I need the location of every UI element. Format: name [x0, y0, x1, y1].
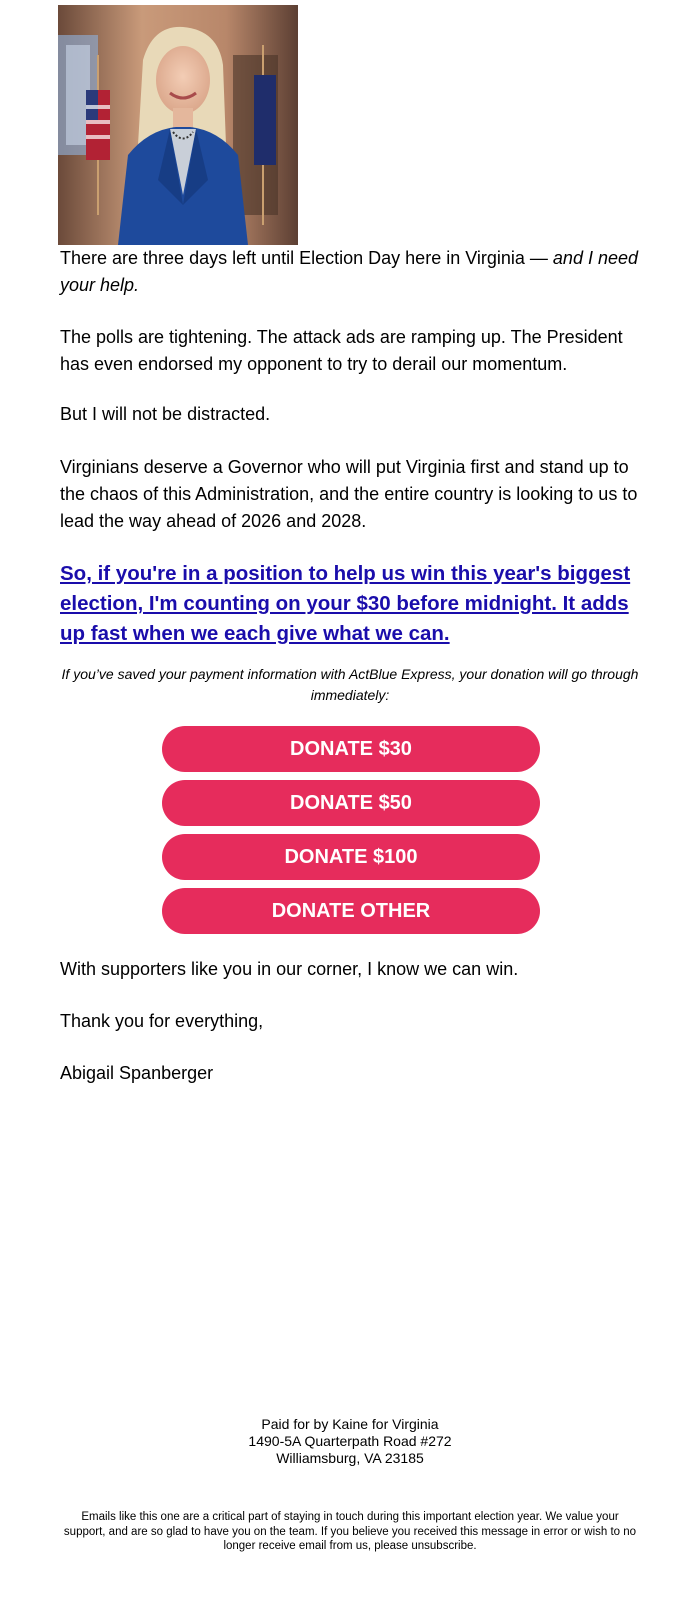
candidate-portrait-image: [58, 5, 298, 245]
virginians-paragraph: Virginians deserve a Governor who will put Virginia first and stand up to the chaos of this Administration, and the entire country is looking to us to lead the way ahead of 2026 and 2028.: [60, 457, 638, 531]
candidate-photo: [58, 5, 298, 245]
donate-100-button[interactable]: DONATE $100: [162, 834, 540, 880]
signature: Abigail Spanberger: [60, 1063, 214, 1083]
closing-paragraph: With supporters like you in our corner, I know we can win.: [60, 959, 519, 979]
polls-paragraph: The polls are tightening. The attack ads are ramping up. The President has even endorsed my opponent to try to derail our momentum.: [60, 327, 623, 374]
paid-for-by: Paid for by Kaine for Virginia: [261, 1416, 439, 1432]
intro-paragraph: [60, 245, 640, 299]
actblue-express-note: If you’ve saved your payment information with ActBlue Express, your donation will go through immediately:: [61, 666, 639, 703]
donate-50-button[interactable]: DONATE $50: [162, 780, 540, 826]
email-disclaimer: Emails like this one are a critical part of staying in touch during this important election year. We value your support, and are so glad to have you on the team. If you believe you received this message in error or wish to no longer receive email from us, please unsubscribe.: [63, 1511, 637, 1552]
intro-text: There are three days left until Election Day here in Virginia —: [60, 248, 553, 268]
footer-address-line: 1490-5A Quarterpath Road #272: [248, 1433, 452, 1449]
intro-emphasis: and I need your help.: [60, 248, 638, 295]
thank-you-paragraph: Thank you for everything,: [60, 1011, 264, 1031]
not-distracted-paragraph: But I will not be distracted.: [60, 404, 271, 424]
donate-30-button[interactable]: DONATE $30: [162, 726, 540, 772]
footer-city-line: Williamsburg, VA 23185: [276, 1450, 424, 1466]
donate-other-button[interactable]: DONATE OTHER: [162, 888, 540, 934]
donate-cta-link[interactable]: So, if you're in a position to help us win this year's biggest election, I'm counting on your $30 before midnight. It adds up fast when we each give what we can.: [60, 562, 631, 645]
